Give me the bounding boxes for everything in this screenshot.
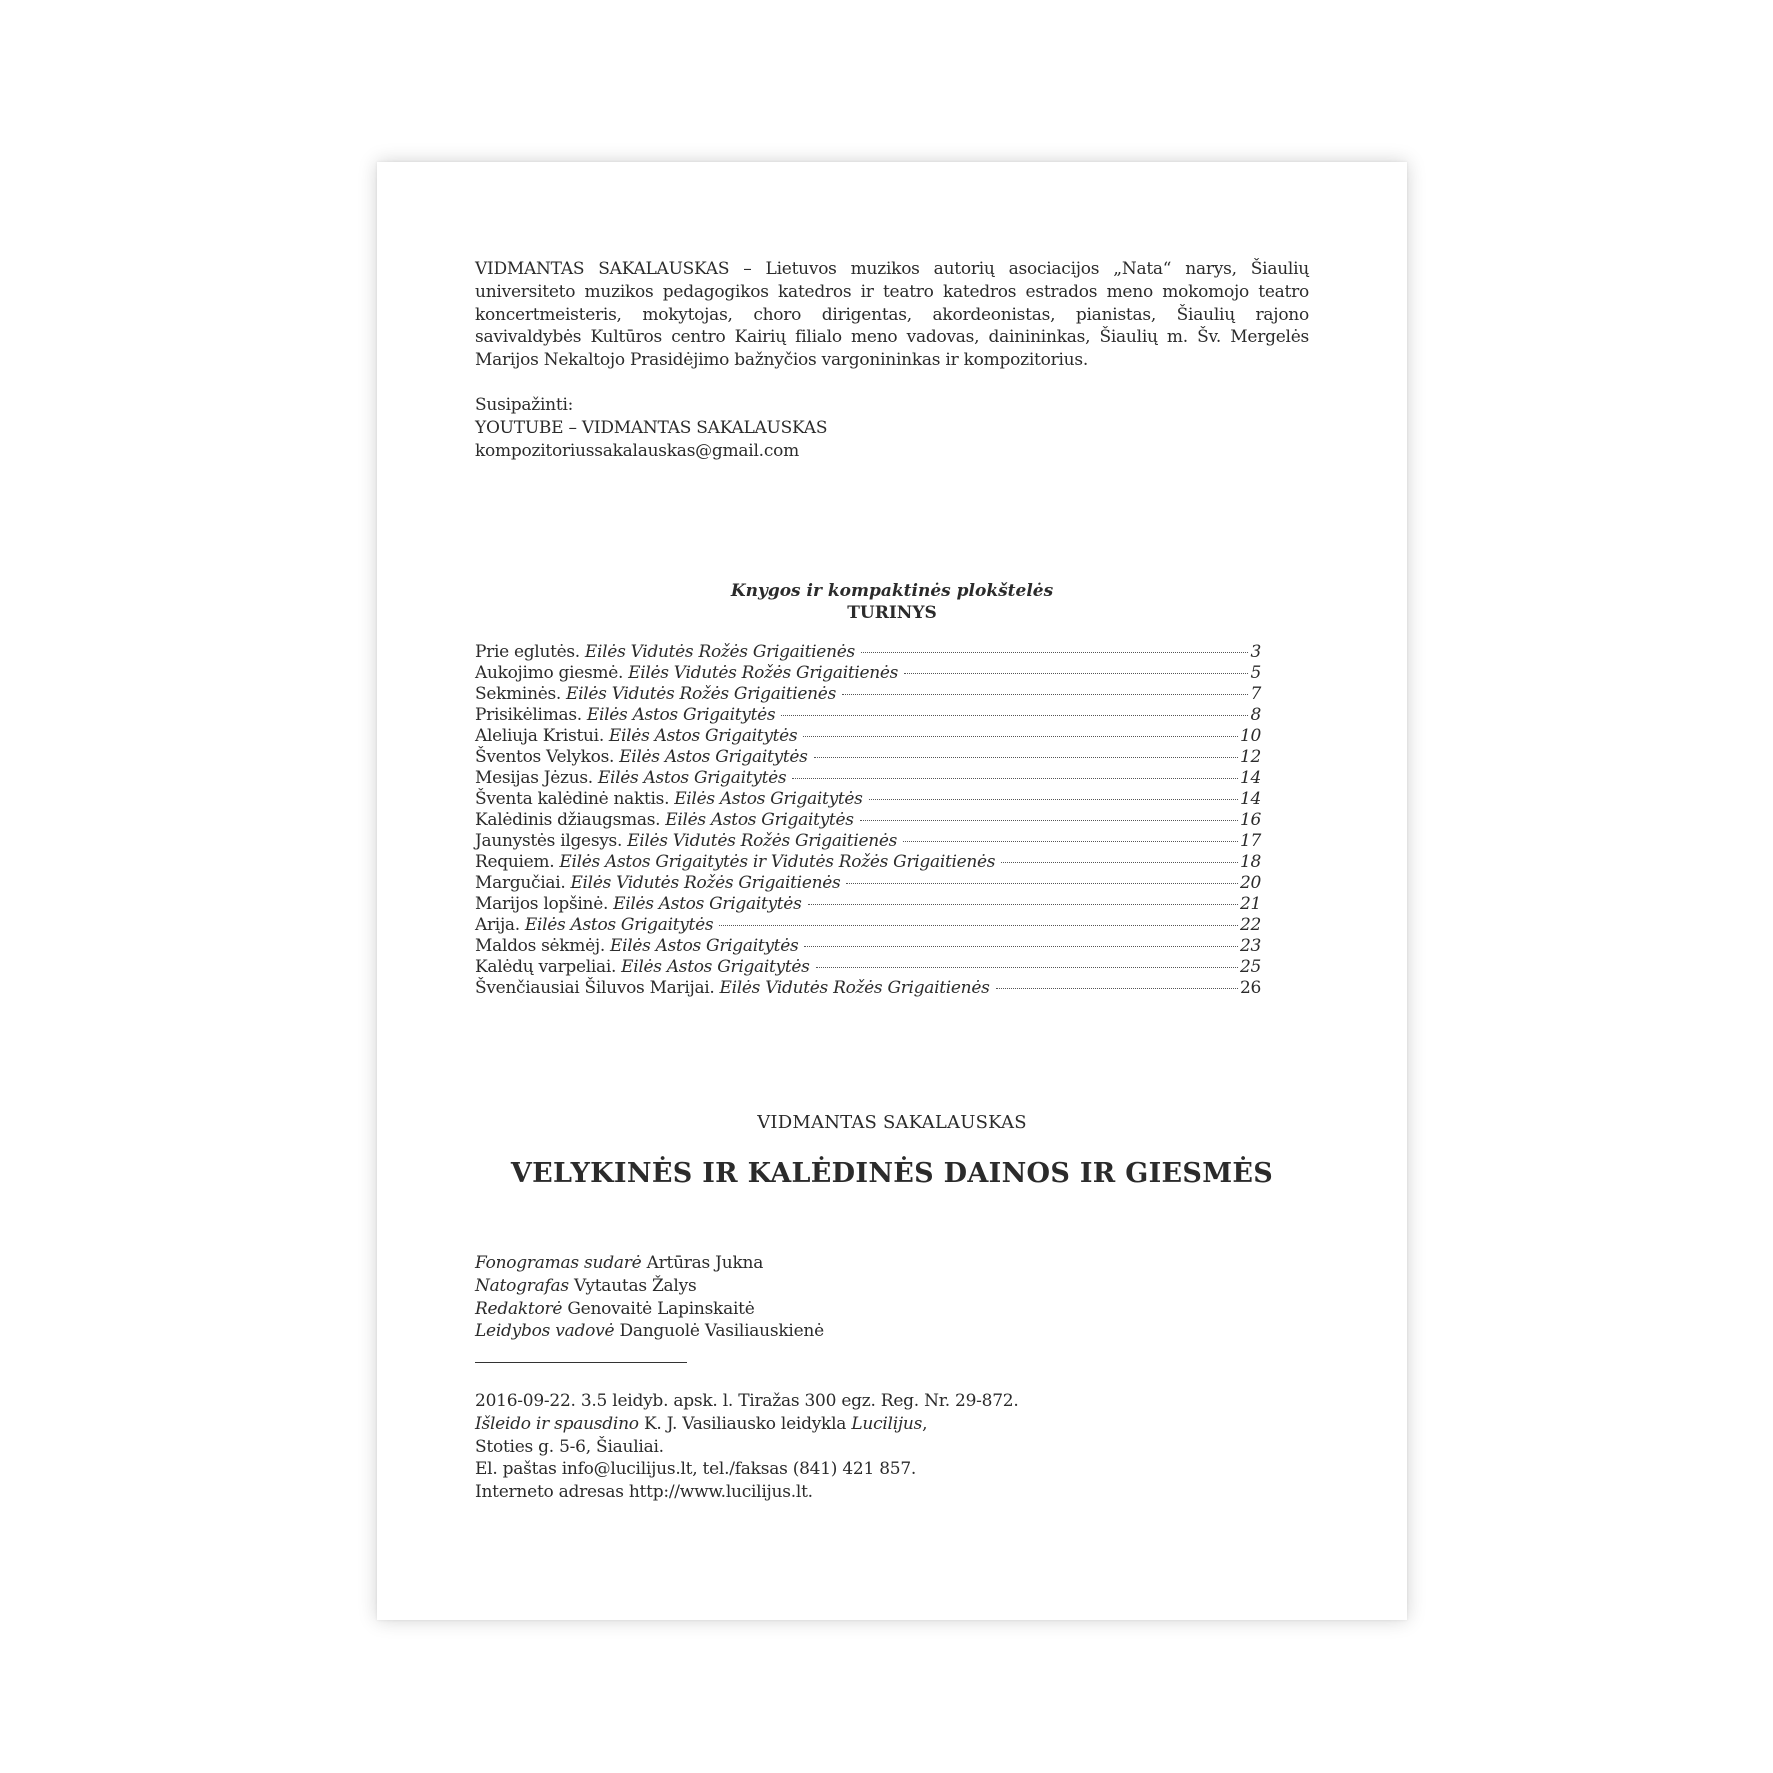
toc-item <box>475 663 1261 684</box>
toc-item-page: 23 <box>1239 936 1261 956</box>
credit-line <box>475 1252 824 1275</box>
toc-leader-dots <box>814 757 1238 758</box>
toc-item-title: Arija. <box>475 915 520 935</box>
imprint-line: 2016-09-22. 3.5 leidyb. apsk. l. Tiražas 300 egz. Reg. Nr. 29-872. <box>475 1391 1019 1411</box>
credit-role: Natografas <box>475 1275 569 1296</box>
toc-item <box>475 810 1261 831</box>
toc-item-author: Eilės Astos Grigaitytės <box>524 915 714 935</box>
toc-item-title: Sekminės. <box>475 684 562 704</box>
bio-section <box>475 258 1309 462</box>
toc-item <box>475 642 1261 663</box>
toc-item-author: Eilės Vidutės Rožės Grigaitienės <box>584 642 855 662</box>
toc-item-title: Prisikėlimas. <box>475 705 582 725</box>
toc-item-title: Requiem. <box>475 852 555 872</box>
table-of-contents <box>475 642 1261 999</box>
credit-role: Redaktorė <box>475 1298 563 1319</box>
toc-item-author: Eilės Vidutės Rožės Grigaitienės <box>627 831 898 851</box>
toc-item-author: Eilės Astos Grigaitytės <box>608 726 798 746</box>
toc-item-page: 5 <box>1250 663 1261 683</box>
toc-item-author: Eilės Vidutės Rožės Grigaitienės <box>566 684 836 704</box>
imprint-line <box>475 1413 1019 1436</box>
toc-item-page: 26 <box>1239 978 1261 998</box>
toc-item-title: Margučiai. <box>475 873 566 893</box>
toc-item <box>475 915 1261 936</box>
toc-leader-dots <box>996 988 1238 989</box>
toc-item-title: Prie eglutės. <box>475 642 580 662</box>
toc-item-author: Eilės Astos Grigaitytės <box>609 936 799 956</box>
toc-item-author: Eilės Vidutės Rožės Grigaitienės <box>628 663 899 683</box>
toc-item-title: Kalėdinis džiaugsmas. <box>475 810 661 830</box>
toc-item-page: 8 <box>1250 705 1261 725</box>
toc-item-page: 10 <box>1239 726 1261 746</box>
toc-item-title: Šventos Velykos. <box>475 747 615 767</box>
toc-item <box>475 873 1261 894</box>
imprint-block <box>475 1390 1019 1504</box>
imprint-line: El. paštas info@lucilijus.lt, tel./faksas (841) 421 857. <box>475 1459 917 1480</box>
bio-paragraph: VIDMANTAS SAKALAUSKAS – Lietuvos muzikos autorių asociacijos „Nata“ narys, Šiaulių universiteto muzikos pedagogikos katedros ir teatro katedros estrados meno mokomojo teatro koncertmeisteris, mokytojas, choro dirigentas, akordeonistas, pianistas, Šiaulių rajono savivaldybės Kultūros centro Kairių filialo meno vadovas, dainininkas, Šiaulių m. Šv. Mergelės Marijos Nekaltojo Prasidėjimo bažnyčios vargonininkas ir kompozitorius. <box>475 259 1309 371</box>
toc-leader-dots <box>719 925 1238 926</box>
toc-item <box>475 789 1261 810</box>
toc-item <box>475 957 1261 978</box>
toc-item-author: Eilės Astos Grigaitytės <box>613 894 802 914</box>
credit-name: Danguolė Vasiliauskienė <box>619 1321 824 1342</box>
contacts-youtube: YOUTUBE – VIDMANTAS SAKALAUSKAS <box>475 417 828 438</box>
toc-item-page: 21 <box>1239 894 1261 914</box>
credit-line <box>475 1275 824 1298</box>
toc-item-page: 17 <box>1239 831 1261 851</box>
credit-name: Vytautas Žalys <box>574 1275 697 1296</box>
toc-item-author: Eilės Vidutės Rožės Grigaitienės <box>570 873 841 893</box>
toc-item-page: 14 <box>1239 789 1261 809</box>
toc-item-author: Eilės Astos Grigaitytės <box>597 768 787 788</box>
toc-item-title: Kalėdų varpeliai. <box>475 957 617 977</box>
toc-heading-subtitle: TURINYS <box>847 603 937 623</box>
toc-item-page: 16 <box>1239 810 1261 830</box>
toc-item <box>475 831 1261 852</box>
toc-item-page: 22 <box>1239 915 1261 935</box>
toc-item-title: Jaunystės ilgesys. <box>475 831 623 851</box>
toc-item-page: 3 <box>1250 642 1261 662</box>
toc-leader-dots <box>860 820 1238 821</box>
imprint-line: Interneto adresas http://www.lucilijus.lt. <box>475 1482 813 1503</box>
credit-role: Fonogramas sudarė <box>475 1253 642 1273</box>
toc-item <box>475 726 1261 747</box>
toc-item-title: Aukojimo giesmė. <box>475 663 624 683</box>
toc-item-author: Eilės Astos Grigaitytės <box>674 789 863 809</box>
toc-item-author: Eilės Astos Grigaitytės ir Vidutės Rožės Grigaitienės <box>559 852 996 872</box>
imprint-punct: , <box>922 1413 928 1434</box>
contacts-email: kompozitoriussakalauskas@gmail.com <box>475 440 799 461</box>
toc-item-title: Mesijas Jėzus. <box>475 768 593 788</box>
toc-leader-dots <box>1001 862 1238 863</box>
toc-item-title: Marijos lopšinė. <box>475 894 609 914</box>
toc-heading-title: Knygos ir kompaktinės plokštelės <box>730 581 1054 601</box>
book-title: VELYKINĖS IR KALĖDINĖS DAINOS IR GIESMĖS <box>510 1158 1274 1189</box>
toc-leader-dots <box>869 799 1238 800</box>
credit-line <box>475 1298 824 1321</box>
toc-heading <box>475 580 1309 624</box>
toc-item-page: 14 <box>1239 768 1261 788</box>
toc-item-author: Eilės Astos Grigaitytės <box>619 747 808 767</box>
toc-item-page: 25 <box>1239 957 1261 977</box>
toc-item-page: 20 <box>1239 873 1261 893</box>
credit-name: Genovaitė Lapinskaitė <box>567 1298 755 1319</box>
toc-item-title: Švenčiausiai Šiluvos Marijai. <box>475 978 715 998</box>
toc-leader-dots <box>808 904 1238 905</box>
document-page <box>377 162 1407 1620</box>
toc-item-author: Eilės Astos Grigaitytės <box>586 705 776 725</box>
toc-item-title: Aleliuja Kristui. <box>475 726 604 746</box>
toc-item <box>475 768 1261 789</box>
toc-leader-dots <box>816 967 1238 968</box>
toc-item-page: 12 <box>1239 747 1261 767</box>
toc-item <box>475 978 1261 999</box>
toc-leader-dots <box>904 673 1248 674</box>
toc-item-page: 18 <box>1239 852 1261 872</box>
toc-leader-dots <box>804 946 1238 947</box>
toc-leader-dots <box>861 652 1249 653</box>
toc-leader-dots <box>781 715 1248 716</box>
imprint-publisher-name: Lucilijus <box>851 1413 923 1434</box>
credits-block <box>475 1252 824 1343</box>
contacts-block <box>475 394 1309 462</box>
toc-item <box>475 894 1261 915</box>
credit-name: Artūras Jukna <box>646 1253 764 1273</box>
toc-item-title: Maldos sėkmėj. <box>475 936 605 956</box>
credit-role: Leidybos vadovė <box>475 1321 615 1342</box>
imprint-line: Stoties g. 5-6, Šiauliai. <box>475 1436 664 1457</box>
toc-leader-dots <box>903 841 1238 842</box>
toc-leader-dots <box>803 736 1238 737</box>
imprint-label: Išleido ir spausdino <box>475 1413 639 1434</box>
toc-item-author: Eilės Astos Grigaitytės <box>665 810 854 830</box>
toc-item <box>475 936 1261 957</box>
toc-item <box>475 747 1261 768</box>
toc-item-author: Eilės Vidutės Rožės Grigaitienės <box>719 978 990 998</box>
toc-leader-dots <box>792 778 1238 779</box>
toc-item <box>475 705 1261 726</box>
toc-item-page: 7 <box>1250 684 1261 704</box>
credit-line <box>475 1320 824 1343</box>
contacts-intro: Susipažinti: <box>475 394 574 415</box>
book-author: VIDMANTAS SAKALAUSKAS <box>757 1112 1027 1133</box>
toc-item <box>475 684 1261 705</box>
toc-leader-dots <box>846 883 1238 884</box>
toc-item-title: Šventa kalėdinė naktis. <box>475 789 670 809</box>
toc-item <box>475 852 1261 873</box>
divider-rule <box>475 1362 687 1363</box>
toc-item-author: Eilės Astos Grigaitytės <box>621 957 810 977</box>
imprint-publisher-text: K. J. Vasiliausko leidykla <box>643 1413 847 1434</box>
toc-leader-dots <box>842 694 1248 695</box>
